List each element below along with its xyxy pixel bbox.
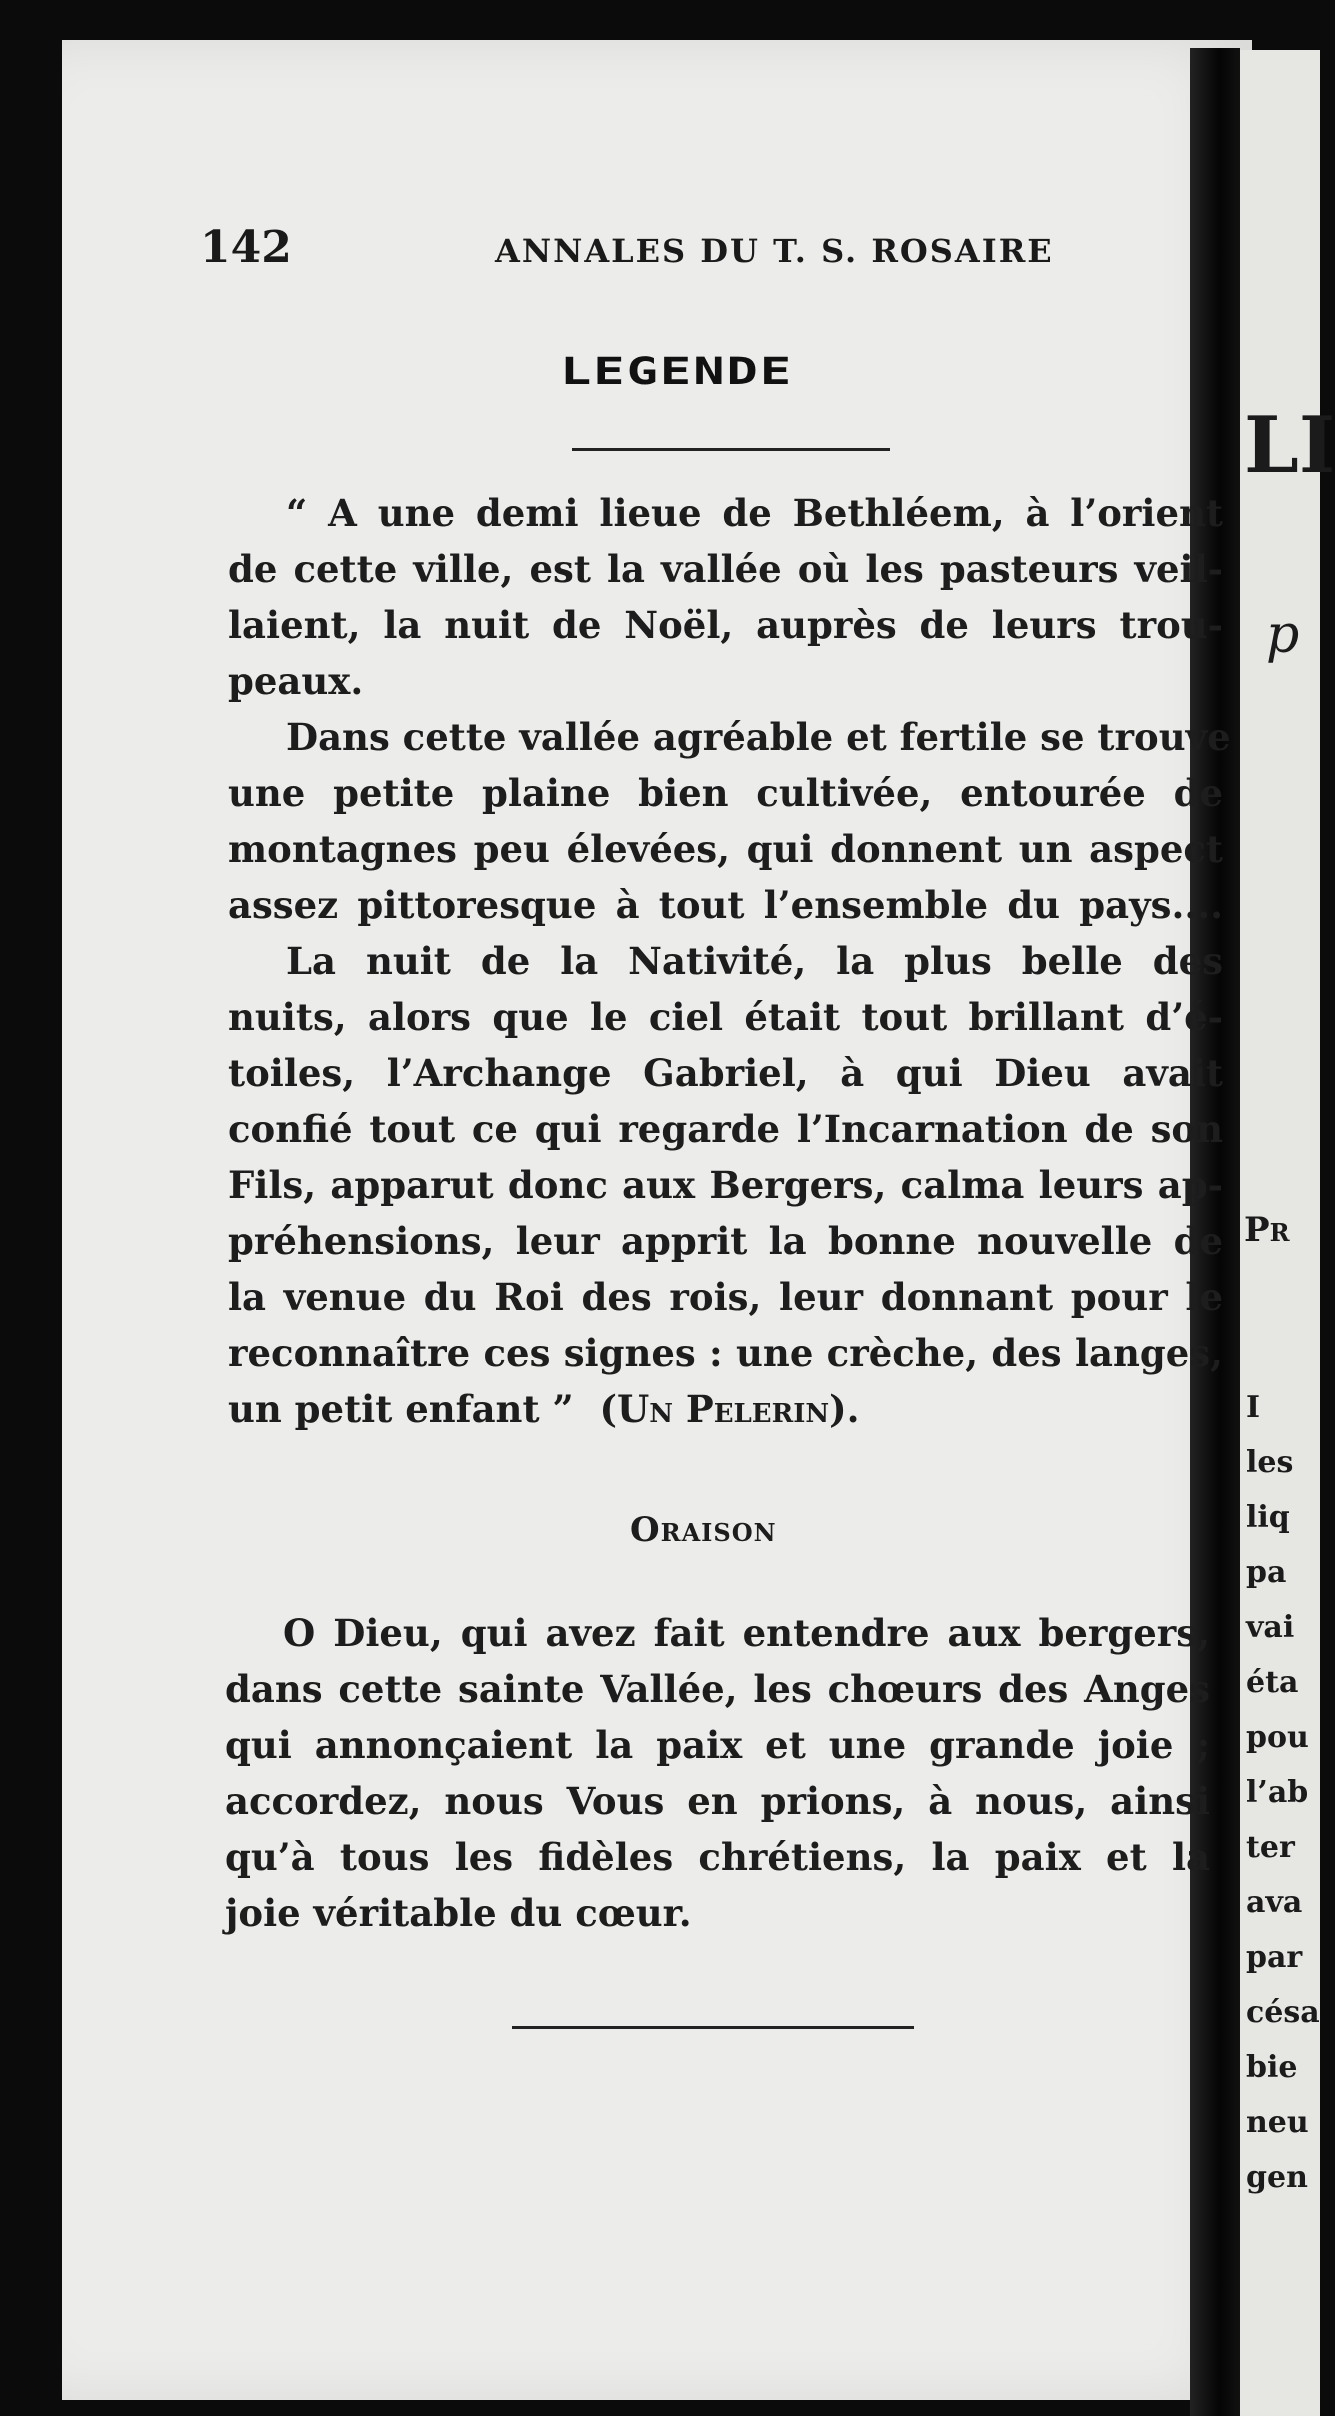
facing-line: éta bbox=[1246, 1665, 1299, 1700]
text-line: “ A une demi lieue de Bethléem, à l’orient bbox=[286, 491, 1223, 535]
facing-line: pou bbox=[1246, 1720, 1309, 1755]
facing-italic-fragment: p bbox=[1266, 605, 1300, 665]
legend-text bbox=[228, 485, 1231, 1437]
facing-line: par bbox=[1246, 1940, 1303, 1975]
facing-line: I bbox=[1246, 1390, 1261, 1425]
text-line: La nuit de la Nativité, la plus belle des bbox=[286, 939, 1223, 983]
text-line: toiles, l’Archange Gabriel, à qui Dieu avait bbox=[228, 1051, 1223, 1095]
text-line: qu’à tous les fidèles chrétiens, la paix et la bbox=[225, 1835, 1210, 1879]
text-line: accordez, nous Vous en prions, à nous, ainsi bbox=[225, 1779, 1210, 1823]
text-line: préhensions, leur apprit la bonne nouvelle de bbox=[228, 1219, 1223, 1263]
facing-line: césa bbox=[1246, 1995, 1320, 2030]
page-title: LEGENDE bbox=[560, 350, 794, 394]
text-line: une petite plaine bien cultivée, entourée de bbox=[228, 771, 1223, 815]
text-line: peaux. bbox=[228, 659, 364, 703]
title-rule bbox=[572, 448, 890, 451]
facing-line: liq bbox=[1246, 1500, 1290, 1535]
text-line: de cette ville, est la vallée où les pasteurs veil- bbox=[228, 547, 1223, 591]
text-line: joie véritable du cœur. bbox=[225, 1891, 692, 1935]
text-line: laient, la nuit de Noël, auprès de leurs trou- bbox=[228, 603, 1223, 647]
text-line: confié tout ce qui regarde l’Incarnation de son bbox=[228, 1107, 1223, 1151]
prayer-text bbox=[225, 1605, 1210, 1941]
facing-title-fragment: LI bbox=[1244, 400, 1335, 491]
text-line: nuits, alors que le ciel était tout brillant d’é- bbox=[228, 995, 1223, 1039]
page-header bbox=[200, 222, 1130, 282]
page-number: 142 bbox=[200, 222, 292, 273]
text-line: dans cette sainte Vallée, les chœurs des Anges bbox=[225, 1667, 1210, 1711]
facing-line: l’ab bbox=[1246, 1775, 1309, 1810]
text-line: montagnes peu élevées, qui donnent un aspect bbox=[228, 827, 1223, 871]
text-line: la venue du Roi des rois, leur donnant pour le bbox=[228, 1275, 1223, 1319]
text-line: Fils, apparut donc aux Bergers, calma leurs ap- bbox=[228, 1163, 1223, 1207]
text-line: O Dieu, qui avez fait entendre aux bergers, bbox=[283, 1611, 1210, 1655]
legend-attribution: (Un Pelerin). bbox=[599, 1387, 860, 1431]
facing-page bbox=[1240, 50, 1335, 2416]
legend-closing-text: un petit enfant ” bbox=[228, 1387, 574, 1431]
facing-line: neu bbox=[1246, 2105, 1309, 2140]
facing-line: vai bbox=[1246, 1610, 1295, 1645]
facing-line: bie bbox=[1246, 2050, 1298, 2085]
text-line: assez pittoresque à tout l’ensemble du pays.... bbox=[228, 883, 1223, 927]
facing-line: les bbox=[1246, 1445, 1294, 1480]
text-line: qui annonçaient la paix et une grande joie ; bbox=[225, 1723, 1210, 1767]
facing-line: ava bbox=[1246, 1885, 1303, 1920]
facing-line: pa bbox=[1246, 1555, 1287, 1590]
text-line: reconnaître ces signes : une crèche, des langes, bbox=[228, 1331, 1223, 1375]
oraison-heading: Oraison bbox=[630, 1510, 777, 1550]
closing-rule bbox=[512, 2026, 914, 2029]
text-line: Dans cette vallée agréable et fertile se trouve bbox=[286, 715, 1231, 759]
running-head: ANNALES DU T. S. ROSAIRE bbox=[495, 232, 1054, 270]
text-line-last bbox=[228, 1381, 1223, 1437]
facing-line: gen bbox=[1246, 2160, 1308, 2195]
facing-heading-fragment: Pr bbox=[1244, 1210, 1290, 1250]
facing-line: ter bbox=[1246, 1830, 1295, 1865]
